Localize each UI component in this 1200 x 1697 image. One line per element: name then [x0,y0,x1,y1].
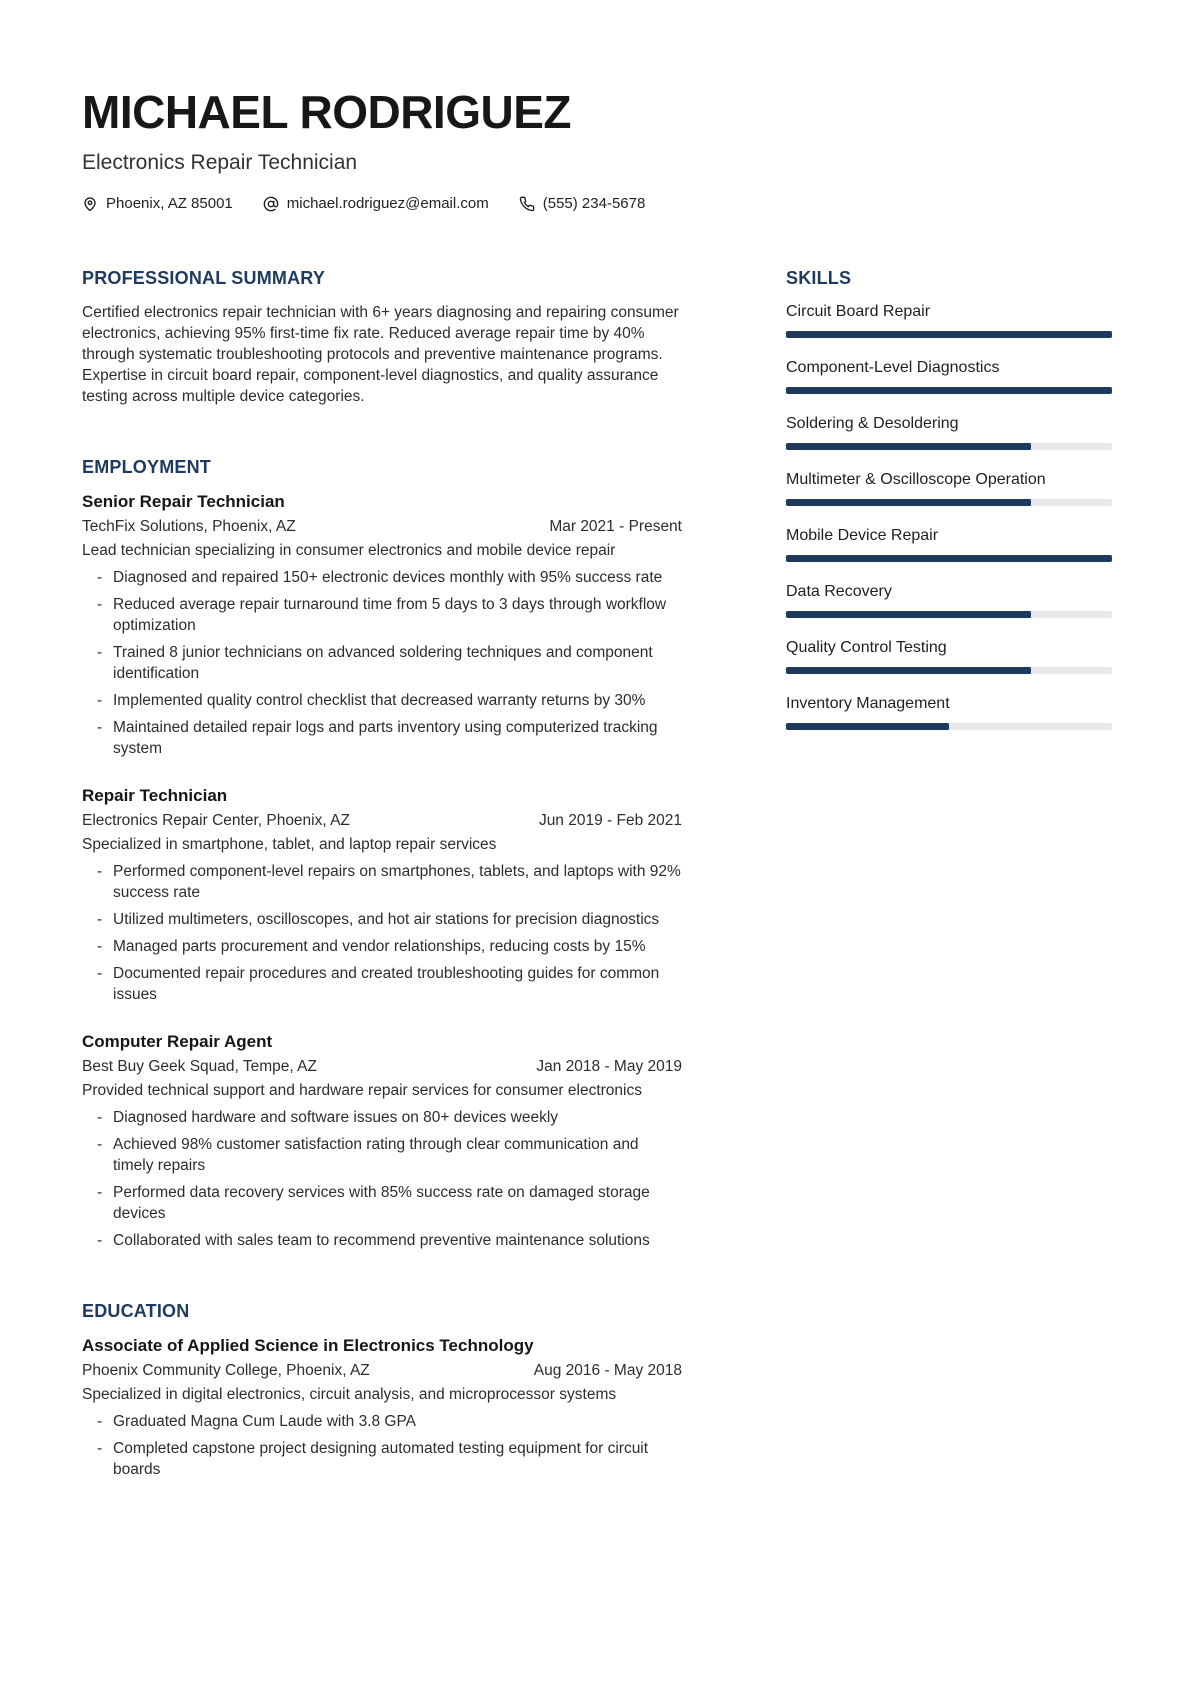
bullet-item [82,1107,682,1128]
bullet-item [82,717,682,759]
skill-progress-track [786,667,1112,674]
skill-label: Inventory Management [786,695,950,713]
skill-progress-fill [786,499,1031,506]
job-meta [82,516,682,537]
skill-progress-fill [786,443,1031,450]
section-professional-summary [82,268,682,407]
education-entry [82,1335,682,1480]
location-pin-icon [82,196,98,212]
bullet-text: Collaborated with sales team to recommend preventive maintenance solutions [113,1232,650,1250]
bullet-item [82,690,682,711]
skill-label: Soldering & Desoldering [786,415,959,433]
phone-icon [519,196,535,212]
section-heading-employment: EMPLOYMENT [82,457,212,478]
skill-label: Mobile Device Repair [786,527,939,545]
skill-item [786,694,1112,730]
skill-item [786,414,1112,450]
skill-progress-fill [786,331,1112,338]
contact-location [82,195,233,212]
skill-label: Component-Level Diagnostics [786,359,1000,377]
skill-progress-fill [786,667,1031,674]
skill-item [786,582,1112,618]
bullet-item [82,1438,682,1480]
job-entry [82,785,682,1005]
at-sign-icon [263,196,279,212]
job-company: Best Buy Geek Squad, Tempe, AZ [82,1058,317,1076]
section-heading-skills: SKILLS [786,268,852,289]
bullet-item [82,861,682,903]
bullet-dash [97,717,113,759]
bullet-text: Utilized multimeters, oscilloscopes, and hot air stations for precision diagnostics [113,911,660,929]
bullet-dash [97,861,113,903]
job-dates: Jun 2019 - Feb 2021 [538,812,682,830]
bullet-dash [97,1411,113,1432]
section-education [82,1301,682,1480]
contact-phone-text: (555) 234-5678 [542,195,646,213]
job-meta [82,1056,682,1077]
skill-label: Quality Control Testing [786,639,947,657]
skill-progress-fill [786,611,1031,618]
bullet-item [82,1411,682,1432]
bullet-item [82,1134,682,1176]
bullet-dash [97,594,113,636]
education-dates: Aug 2016 - May 2018 [533,1362,682,1380]
bullet-item [82,1230,682,1251]
job-dates: Mar 2021 - Present [549,518,682,536]
bullet-dash [97,1438,113,1480]
skill-progress-track [786,331,1112,338]
skill-progress-track [786,443,1112,450]
job-meta [82,810,682,831]
skill-item [786,638,1112,674]
skill-label: Circuit Board Repair [786,303,931,321]
bullet-dash [97,690,113,711]
bullet-item [82,567,682,588]
sidebar-column [786,268,1112,1480]
section-employment [82,457,682,1251]
education-meta [82,1360,682,1381]
bullet-item [82,642,682,684]
section-skills [786,268,1112,730]
bullet-dash [97,567,113,588]
skill-progress-fill [786,723,949,730]
summary-text: Certified electronics repair technician with 6+ years diagnosing and repairing consumer electronics, achieving 95% first-time fix rate. Reduced average repair time by 40% through systematic troubleshooting protocols and preventive maintenance programs. Expertise in circuit board repair, component-level diagnostics, and quality assurance testing across multiple device categories. [82,304,679,406]
bullet-item [82,594,682,636]
contact-email [263,195,489,212]
skill-progress-track [786,555,1112,562]
contact-location-text: Phoenix, AZ 85001 [106,195,233,213]
bullet-dash [97,1182,113,1224]
education-summary: Specialized in digital electronics, circuit analysis, and microprocessor systems [82,1386,617,1404]
bullet-text: Managed parts procurement and vendor relationships, reducing costs by 15% [113,938,646,956]
skill-progress-track [786,387,1112,394]
bullet-text: Reduced average repair turnaround time from 5 days to 3 days through workflow optimization [113,596,667,635]
main-column [82,268,682,1480]
job-title: Computer Repair Agent [82,1032,273,1052]
bullet-item [82,963,682,1005]
bullet-item [82,936,682,957]
bullet-text: Diagnosed hardware and software issues on 80+ devices weekly [113,1109,559,1127]
skill-item [786,358,1112,394]
job-company: Electronics Repair Center, Phoenix, AZ [82,812,350,830]
contact-email-text: michael.rodriguez@email.com [286,195,489,213]
bullet-item [82,909,682,930]
skill-label: Data Recovery [786,583,892,601]
skill-label: Multimeter & Oscilloscope Operation [786,471,1046,489]
job-summary: Provided technical support and hardware repair services for consumer electronics [82,1082,642,1100]
bullet-text: Documented repair procedures and created troubleshooting guides for common issues [113,965,660,1004]
section-heading-summary: PROFESSIONAL SUMMARY [82,268,326,289]
section-heading-education: EDUCATION [82,1301,190,1322]
resume-header [82,88,1112,212]
bullet-dash [97,963,113,1005]
bullet-dash [97,1107,113,1128]
skill-item [786,526,1112,562]
bullet-dash [97,1230,113,1251]
bullet-text: Achieved 98% customer satisfaction rating through clear communication and timely repairs [113,1136,639,1175]
skill-progress-fill [786,555,1112,562]
skill-progress-track [786,611,1112,618]
skill-progress-track [786,723,1112,730]
job-summary: Lead technician specializing in consumer electronics and mobile device repair [82,542,616,560]
job-summary: Specialized in smartphone, tablet, and laptop repair services [82,836,497,854]
skill-progress-track [786,499,1112,506]
job-title: Repair Technician [82,786,228,806]
bullet-text: Diagnosed and repaired 150+ electronic devices monthly with 95% success rate [113,569,663,587]
education-bullets [82,1411,682,1480]
skill-item [786,470,1112,506]
content-columns [82,268,1112,1480]
skill-progress-fill [786,387,1112,394]
job-entry [82,1031,682,1251]
bullet-item [82,1182,682,1224]
job-bullets [82,1107,682,1251]
job-bullets [82,861,682,1005]
bullet-dash [97,909,113,930]
bullet-dash [97,936,113,957]
job-company: TechFix Solutions, Phoenix, AZ [82,518,296,536]
person-name: MICHAEL RODRIGUEZ [82,86,571,138]
skill-item [786,302,1112,338]
bullet-dash [97,1134,113,1176]
person-job-title: Electronics Repair Technician [82,151,358,175]
contact-phone [519,195,646,212]
bullet-text: Graduated Magna Cum Laude with 3.8 GPA [113,1413,416,1431]
contact-row [82,195,1112,212]
job-title: Senior Repair Technician [82,492,285,512]
bullet-text: Completed capstone project designing automated testing equipment for circuit boards [113,1440,649,1479]
education-school: Phoenix Community College, Phoenix, AZ [82,1362,370,1380]
job-dates: Jan 2018 - May 2019 [536,1058,682,1076]
bullet-text: Performed component-level repairs on smartphones, tablets, and laptops with 92% success rate [113,863,681,902]
bullet-text: Trained 8 junior technicians on advanced soldering techniques and component identification [113,644,653,683]
job-entry [82,491,682,759]
bullet-text: Implemented quality control checklist that decreased warranty returns by 30% [113,692,646,710]
job-bullets [82,567,682,759]
bullet-text: Maintained detailed repair logs and parts inventory using computerized tracking system [113,719,658,758]
bullet-text: Performed data recovery services with 85% success rate on damaged storage devices [113,1184,650,1223]
bullet-dash [97,642,113,684]
education-degree: Associate of Applied Science in Electronics Technology [82,1336,534,1356]
